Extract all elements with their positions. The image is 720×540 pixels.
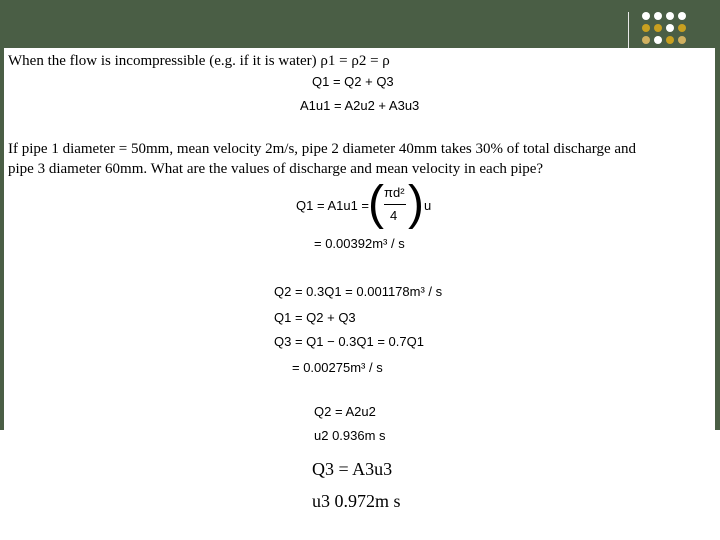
decorative-dot — [654, 12, 662, 20]
q2-equation: Q2 = 0.3Q1 = 0.001178m³ / s — [274, 284, 443, 299]
decorative-dot — [642, 24, 650, 32]
q3-result: = 0.00275m³ / s — [292, 360, 383, 375]
fraction-bar — [384, 204, 406, 205]
right-frame-strip — [715, 48, 720, 430]
decorative-dot — [678, 12, 686, 20]
left-paren: ( — [368, 177, 384, 230]
q1-velocity-term: u — [424, 198, 432, 213]
decorative-dot — [654, 36, 662, 44]
problem-line-1: If pipe 1 diameter = 50mm, mean velocity 2m/s, pipe 2 diameter 40mm takes 30% of total discharge and — [8, 141, 637, 157]
u3-value: u3 0.972m s — [312, 491, 401, 511]
decorative-dot — [654, 24, 662, 32]
header-divider — [628, 12, 629, 48]
q3-area-velocity: Q3 = A3u3 — [312, 459, 393, 479]
decorative-dot-grid — [642, 12, 708, 48]
right-paren: ) — [408, 177, 424, 230]
equation-continuity: A1u1 = A2u2 + A3u3 — [300, 98, 420, 113]
left-frame-strip — [0, 48, 4, 430]
q1-result: = 0.00392m³ / s — [314, 236, 405, 251]
decorative-dot — [666, 12, 674, 20]
intro-line: When the flow is incompressible (e.g. if it is water) ρ1 = ρ2 = ρ — [8, 53, 390, 69]
problem-line-2: pipe 3 diameter 60mm. What are the values of discharge and mean velocity in each pipe? — [8, 161, 544, 177]
decorative-dot — [642, 36, 650, 44]
equation-q1-sum: Q1 = Q2 + Q3 — [312, 74, 394, 89]
q2-area-velocity: Q2 = A2u2 — [314, 404, 376, 419]
q1-numerator: πd² — [384, 185, 405, 200]
q1-denominator: 4 — [390, 208, 398, 223]
decorative-dot — [678, 36, 686, 44]
decorative-dot — [678, 24, 686, 32]
q3-equation: Q3 = Q1 − 0.3Q1 = 0.7Q1 — [274, 334, 424, 349]
decorative-dot — [666, 36, 674, 44]
q1-fraction-equation — [296, 177, 456, 230]
decorative-dot — [666, 24, 674, 32]
decorative-dot — [642, 12, 650, 20]
q1-lhs: Q1 = A1u1 = — [296, 198, 370, 213]
q1-sum-equation: Q1 = Q2 + Q3 — [274, 310, 356, 325]
u2-value: u2 0.936m s — [314, 428, 386, 443]
header-band — [0, 0, 720, 48]
